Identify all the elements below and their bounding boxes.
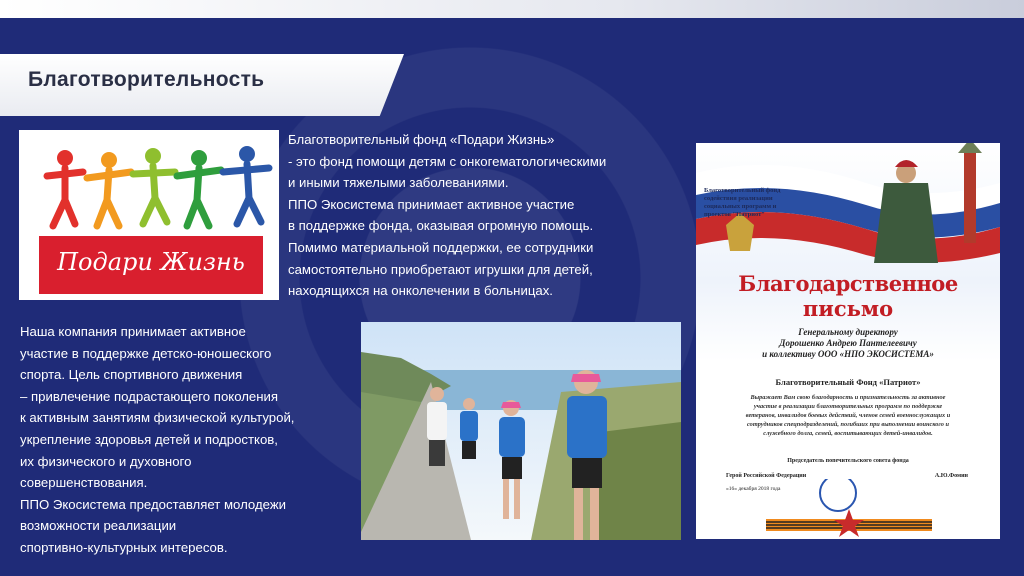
letter-sign-title: Председатель попечительского совета фонда	[787, 458, 909, 464]
gratitude-letter	[696, 143, 1000, 539]
letter-body	[716, 393, 980, 438]
body-line: ветеранов, инвалидов боевых действий, членов семей военнослужащих и	[745, 412, 951, 419]
text-line: спорта. Цель спортивного движения	[20, 367, 243, 383]
letter-title-line1: Благодарственное	[738, 271, 958, 296]
addressee-line: и коллективу ООО «НПО ЭКОСИСТЕМА»	[762, 349, 934, 359]
text-line: самостоятельно приобретают игрушки для детей,	[288, 261, 593, 277]
body-line: служебного долга, семей, воспитывающих детей-инвалидов.	[763, 430, 933, 437]
text-line: участие в поддержке детско-юношеского	[20, 345, 272, 361]
top-strip	[0, 0, 1024, 18]
text-line: – привлечение подрастающего поколения	[20, 388, 279, 404]
letter-addressee	[716, 327, 980, 360]
logo-banner-text: Подари Жизнь	[57, 248, 245, 276]
podari-zhizn-logo	[19, 130, 279, 300]
text-line: их физического и духовного	[20, 453, 192, 469]
sports-photo	[361, 322, 681, 540]
letter-sign-rank: Герой Российской Федерации	[726, 473, 807, 479]
children-figures-icon	[43, 142, 273, 232]
body-line: сотрудников спецподразделений, погибших при выполнении воинского и	[747, 421, 949, 428]
body-line: Выражает Вам свою благодарность и признательность за активное	[750, 394, 946, 401]
letter-paper	[696, 143, 1000, 539]
letter-signer: А.Ю.Фомин	[934, 473, 968, 479]
addressee-line: Генеральному директору	[798, 327, 898, 337]
letter-title-line2: письмо	[802, 296, 894, 321]
letter-header: Благотворительный фонд содействия реализации социальных программ и проектов "Патриот"	[704, 187, 781, 218]
text-line: возможности реализации	[20, 518, 177, 534]
text-line: Помимо материальной поддержки, ее сотрудники	[288, 239, 594, 255]
letter-date: «16» декабря 2018 года	[726, 486, 781, 492]
text-line: ППО Экосистема принимает активное участие	[288, 196, 575, 212]
slide-title: Благотворительность	[28, 68, 265, 91]
text-line: и иными тяжелыми заболеваниями.	[288, 175, 509, 191]
letter-fund-name: Благотворительный Фонд «Патриот»	[775, 377, 921, 387]
text-line: - это фонд помощи детям с онкогематологическими	[288, 153, 607, 169]
charity-fund-description	[288, 129, 688, 302]
kids-hiking-image	[361, 322, 681, 540]
text-line: Благотворительный фонд «Подари Жизнь»	[288, 132, 555, 147]
addressee-line: Дорошенко Андрею Пантелеевичу	[779, 338, 917, 348]
st-george-ribbon-icon	[696, 479, 1000, 539]
text-line: спортивно-культурных интересов.	[20, 539, 228, 555]
text-line: совершенствования.	[20, 475, 148, 491]
text-line: укрепление здоровья детей и подростков,	[20, 431, 278, 447]
sports-support-description	[20, 321, 356, 559]
text-line: находящихся на онколечении в больницах.	[288, 283, 553, 299]
text-line: в поддержке фонда, оказывая огромную помощь.	[288, 218, 594, 234]
text-line: Наша компания принимает активное	[20, 324, 246, 339]
text-line: ППО Экосистема предоставляет молодежи	[20, 496, 287, 512]
logo-banner	[39, 236, 263, 294]
body-line: участие в реализации благотворительных программ по поддержке	[753, 403, 943, 410]
text-line: к активным занятиям физической культурой,	[20, 410, 295, 426]
